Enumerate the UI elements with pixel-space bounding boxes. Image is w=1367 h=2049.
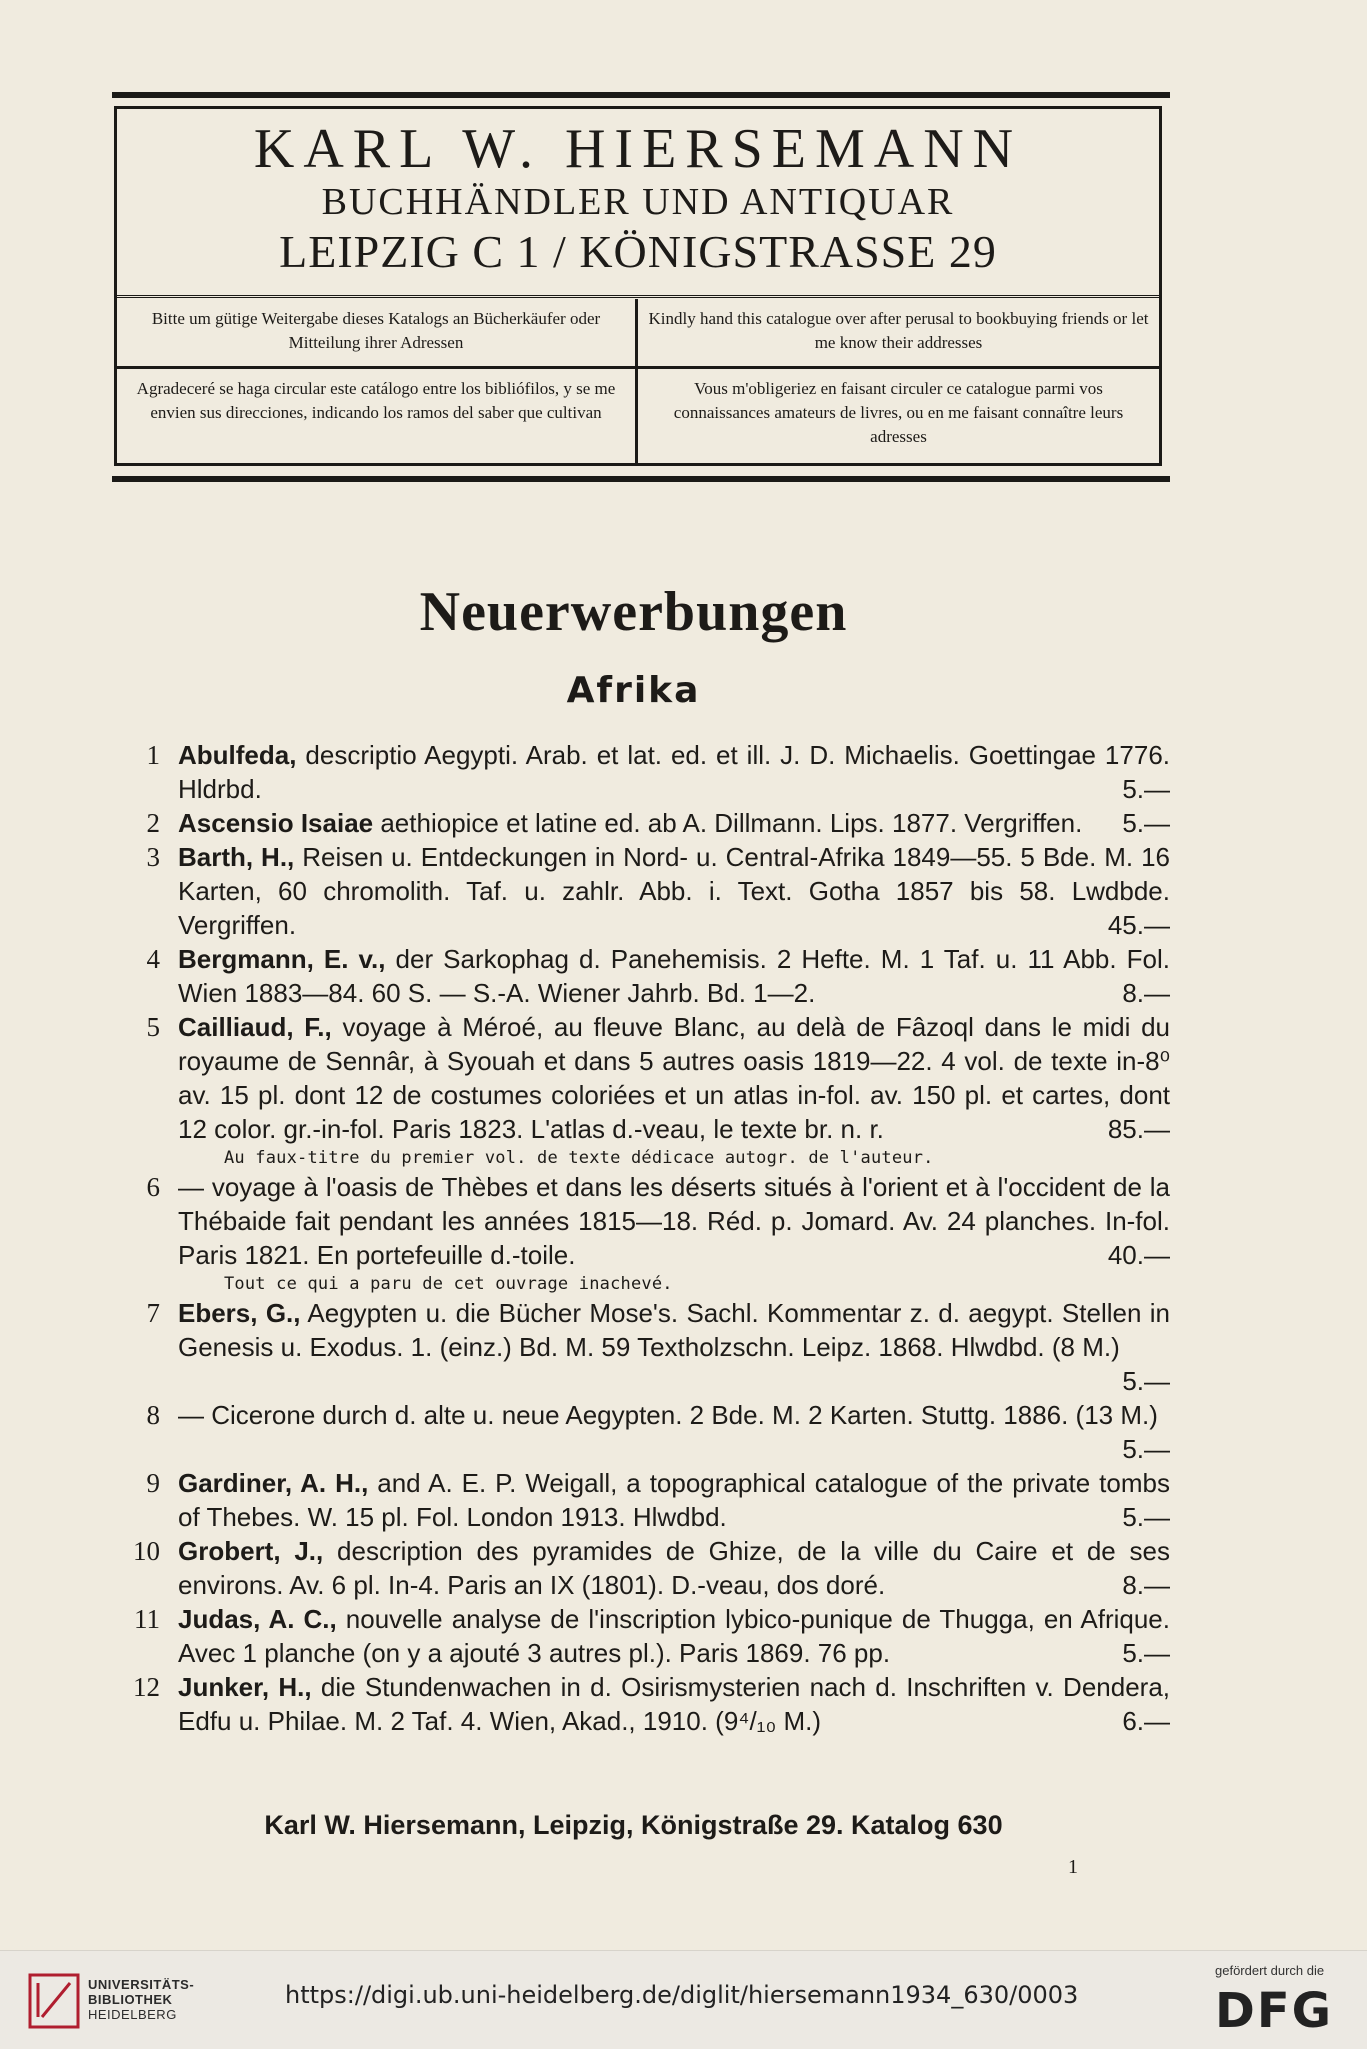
entry-description: descriptio Aegypti. Arab. et lat. ed. et ill. J. D. Michaelis. Goettingae 1776. Hldrbd. bbox=[178, 740, 1170, 804]
entry-author: Ebers, G., bbox=[178, 1298, 301, 1328]
note-german: Bitte um gütige Weitergabe dieses Katalogs an Bücherkäufer oder Mitteilung ihrer Adressen bbox=[117, 299, 638, 369]
entry-price: 45.— bbox=[1107, 910, 1170, 940]
entry-description: and A. E. P. Weigall, a topographical catalogue of the private tombs of Thebes. W. 15 pl. Fol. London 1913. Hlwdbd. bbox=[178, 1468, 1170, 1532]
catalog-entry bbox=[120, 1010, 1170, 1170]
entry-number: 4 bbox=[146, 944, 160, 974]
entry-author: Judas, A. C., bbox=[178, 1604, 337, 1634]
note-english: Kindly hand this catalogue over after perusal to bookbuying friends or let me know their addresses bbox=[638, 299, 1159, 369]
entry-author: Junker, H., bbox=[178, 1672, 312, 1702]
entry-number: 8 bbox=[146, 1400, 160, 1430]
institution-line: HEIDELBERG bbox=[88, 2007, 177, 2022]
company-block bbox=[117, 115, 1159, 298]
bottom-rule bbox=[112, 476, 1170, 482]
company-trade: BUCHHÄNDLER UND ANTIQUAR bbox=[321, 181, 955, 223]
note-french: Vous m'obligeriez en faisant circuler ce catalogue parmi vos connaissances amateurs de livres, ou en me faisant connaître leurs adresses bbox=[673, 379, 1124, 446]
company-address: LEIPZIG C 1 / KÖNIGSTRASSE 29 bbox=[279, 226, 997, 277]
catalog-entry bbox=[120, 1466, 1170, 1534]
entry-number: 5 bbox=[146, 1012, 160, 1042]
entry-price: 8.— bbox=[1122, 1570, 1170, 1600]
entry-number: 6 bbox=[146, 1172, 160, 1202]
entry-description: voyage à Méroé, au fleuve Blanc, au delà de Fâzoql dans le midi du royaume de Sennâr, à Syouah et dans 5 autres oasis 1819—22. 4 vol. de texte in-8⁰ av. 15 pl. dont 12 de costumes coloriées et un atlas in-fol. av. 150 pl. et cartes, dont 12 color. gr.-in-fol. Paris 1823. L'atlas d.-veau, le texte br. n. r. bbox=[178, 1012, 1171, 1144]
university-library-logo bbox=[28, 1973, 80, 2029]
company-name: KARL W. HIERSEMANN bbox=[253, 118, 1023, 180]
entry-author: Grobert, J., bbox=[178, 1536, 324, 1566]
entry-price: 8.— bbox=[1122, 978, 1170, 1008]
institution-line: UNIVERSITÄTS- bbox=[88, 1977, 195, 1992]
dfg-logo: DFG bbox=[1215, 1983, 1334, 2039]
entry-description: Reisen u. Entdeckungen in Nord- u. Central-Afrika 1849—55. 5 Bde. M. 16 Karten, 60 chromolith. Taf. u. zahlr. Abb. i. Text. Gotha 1857 bis 58. Lwdbde. Vergriffen. bbox=[178, 842, 1170, 940]
page-title: Neuerwerbungen bbox=[419, 581, 848, 643]
entry-number: 7 bbox=[146, 1298, 160, 1328]
catalog-entry bbox=[120, 1670, 1170, 1738]
entry-number: 11 bbox=[134, 1604, 160, 1634]
entry-price: 40.— bbox=[1107, 1240, 1170, 1270]
entry-number: 3 bbox=[146, 842, 160, 872]
catalog-footer: Karl W. Hiersemann, Leipzig, Königstraße 29. Katalog 630 bbox=[264, 1810, 1003, 1840]
request-notes bbox=[117, 299, 1159, 463]
catalog-entries bbox=[120, 738, 1170, 1738]
entry-number: 9 bbox=[146, 1468, 160, 1498]
page-number: 1 bbox=[1068, 1856, 1078, 1878]
entry-price: 5.— bbox=[1122, 774, 1170, 804]
entry-price: 5.— bbox=[1122, 1638, 1170, 1668]
entry-description: Aegypten u. die Bücher Mose's. Sachl. Kommentar z. d. aegypt. Stellen in Genesis u. Exodus. 1. (einz.) Bd. M. 59 Textholzschn. Leipz. 1868. Hlwdbd. (8 M.) bbox=[178, 1298, 1170, 1362]
entry-note: Au faux-titre du premier vol. de texte dédicace autogr. de l'auteur. bbox=[224, 1148, 934, 1168]
catalog-entry bbox=[120, 1602, 1170, 1670]
funding-label: gefördert durch die bbox=[1215, 1963, 1325, 1978]
library-bar bbox=[0, 1950, 1367, 2049]
entry-author: Gardiner, A. H., bbox=[178, 1468, 369, 1498]
entry-author: Ascensio Isaiae bbox=[178, 808, 374, 838]
catalog-entry bbox=[120, 1398, 1170, 1466]
catalog-entry bbox=[120, 840, 1170, 942]
entry-description: die Stundenwachen in d. Osirismysterien nach d. Inschriften v. Dendera, Edfu u. Philae. M. 2 Taf. 4. Wien, Akad., 1910. (9⁴/₁₀ M.) bbox=[178, 1672, 1170, 1736]
entry-description: — Cicerone durch d. alte u. neue Aegypten. 2 Bde. M. 2 Karten. Stuttg. 1886. (13 M.) bbox=[178, 1400, 1158, 1430]
entry-number: 1 bbox=[146, 740, 160, 770]
entry-author: Barth, H., bbox=[178, 842, 295, 872]
header-frame bbox=[114, 106, 1162, 466]
catalog-entry bbox=[120, 1296, 1170, 1398]
section-title: Afrika bbox=[566, 670, 701, 711]
entry-description: — voyage à l'oasis de Thèbes et dans les déserts situés à l'orient et à l'occident de la Thébaide fait pendant les années 1815—18. Réd. p. Jomard. Av. 24 planches. In-fol. Paris 1821. En portefeuille d.-toile. bbox=[178, 1172, 1170, 1270]
entry-description: description des pyramides de Ghize, de la ville du Caire et de ses environs. Av. 6 pl. In-4. Paris an IX (1801). D.-veau, dos doré. bbox=[178, 1536, 1170, 1600]
entry-author: Bergmann, E. v., bbox=[178, 944, 386, 974]
entry-number: 10 bbox=[133, 1536, 160, 1566]
entry-author: Abulfeda, bbox=[178, 740, 297, 770]
entry-description: aethiopice et latine ed. ab A. Dillmann. Lips. 1877. Vergriffen. bbox=[373, 808, 1083, 838]
entry-description: nouvelle analyse de l'inscription lybico-punique de Thugga, en Afrique. Avec 1 planche (on y a ajouté 3 autres pl.). Paris 1869. 76 pp. bbox=[178, 1604, 1170, 1668]
top-rule bbox=[112, 92, 1170, 98]
header-box bbox=[112, 92, 1170, 482]
permalink-url[interactable]: https://digi.ub.uni-heidelberg.de/diglit/hiersemann1934_630/0003 bbox=[285, 1981, 1079, 2009]
entry-price: 5.— bbox=[1122, 1502, 1170, 1532]
entry-price: 5.— bbox=[1122, 808, 1170, 838]
note-spanish: Agradeceré se haga circular este catálogo entre los bibliófilos, y se me envien sus direcciones, indicando los ramos del saber que cultivan bbox=[117, 369, 638, 463]
entry-note: Tout ce qui a paru de cet ouvrage inachevé. bbox=[224, 1274, 673, 1294]
entry-author: Cailliaud, F., bbox=[178, 1012, 332, 1042]
university-library-name bbox=[88, 1977, 194, 2022]
entry-number: 12 bbox=[133, 1672, 160, 1702]
catalog-entry bbox=[120, 738, 1170, 806]
entry-price: 6.— bbox=[1122, 1706, 1170, 1736]
catalog-entry bbox=[120, 806, 1170, 840]
entry-number: 2 bbox=[146, 808, 160, 838]
entry-description: der Sarkophag d. Panehemisis. 2 Hefte. M. 1 Taf. u. 11 Abb. Fol. Wien 1883—84. 60 S. — S.-A. Wiener Jahrb. Bd. 1—2. bbox=[178, 944, 1170, 1008]
institution-line: BIBLIOTHEK bbox=[88, 1992, 173, 2007]
entry-price: 5.— bbox=[1122, 1434, 1170, 1464]
entry-price: 85.— bbox=[1107, 1114, 1170, 1144]
entry-price: 5.— bbox=[1122, 1366, 1170, 1396]
catalog-entry bbox=[120, 942, 1170, 1010]
catalog-entry bbox=[120, 1170, 1170, 1296]
catalog-entry bbox=[120, 1534, 1170, 1602]
